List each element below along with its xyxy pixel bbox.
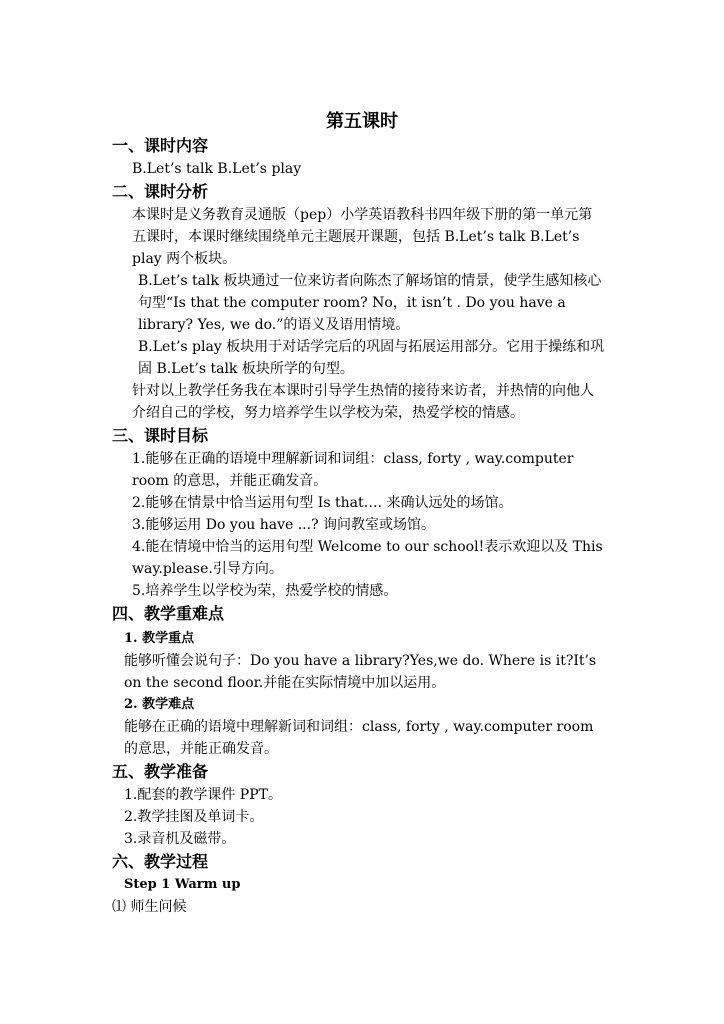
- step-heading: Step 1 Warm up: [124, 877, 241, 892]
- objective-item: 3.能够运用 Do you have ...? 询问教室或场馆。: [132, 517, 436, 533]
- difficulty-text: 能够在正确的语境中理解新词和词组：class, forty , way.computer room 的意思，并能正确发音。: [124, 719, 594, 757]
- section-heading-content: 一、课时内容: [112, 136, 209, 155]
- objective-item: 4.能在情境中恰当的运用句型 Welcome to our school!表示欢迎以及 This way.please.引导方向。: [132, 539, 603, 577]
- analysis-paragraph: B.Let’s play 板块用于对话学完后的巩固与拓展运用部分。它用于操练和巩固 B.Let’s talk 板块所学的句型。: [138, 339, 605, 377]
- key-point-text: 能够听懂会说句子：Do you have a library?Yes,we do. Where is it?It’s on the second floor.并能在实际情境中加以运用。: [124, 653, 597, 691]
- lesson-content-line: B.Let’s talk B.Let’s play: [132, 161, 302, 177]
- difficulty-subheading: 2. 教学难点: [124, 697, 195, 712]
- section-heading-preparation: 五、教学准备: [112, 762, 209, 781]
- section-heading-objectives: 三、课时目标: [112, 426, 209, 445]
- document-body: [112, 134, 606, 918]
- section-heading-analysis: 二、课时分析: [112, 182, 209, 201]
- preparation-item: 2.教学挂图及单词卡。: [124, 809, 264, 825]
- key-point-subheading: 1. 教学重点: [124, 631, 195, 646]
- page-title: 第五课时: [326, 111, 398, 132]
- preparation-item: 3.录音机及磁带。: [124, 831, 236, 847]
- analysis-paragraph: 本课时是义务教育灵通版（pep）小学英语教科书四年级下册的第一单元第五课时，本课时继续围绕单元主题展开课题，包括 B.Let’s talk B.Let’s play 两个板块。: [132, 207, 593, 267]
- objective-item: 2.能够在情景中恰当运用句型 Is that…. 来确认远处的场馆。: [132, 495, 513, 511]
- step-item: ⑴ 师生问候: [112, 899, 187, 915]
- objective-item: 5.培养学生以学校为荣，热爱学校的情感。: [132, 583, 398, 599]
- objective-item: 1.能够在正确的语境中理解新词和词组：class, forty , way.computer room 的意思，并能正确发音。: [132, 451, 574, 489]
- section-heading-key-points: 四、教学重难点: [112, 604, 225, 623]
- analysis-paragraph: 针对以上教学任务我在本课时引导学生热情的接待来访者，并热情的向他人介绍自己的学校，努力培养学生以学校为荣，热爱学校的情感。: [132, 383, 594, 421]
- section-heading-process: 六、教学过程: [112, 852, 209, 871]
- analysis-paragraph: B.Let’s talk 板块通过一位来访者向陈杰了解场馆的情景，使学生感知核心句型“Is that the computer room? No，it isn’t . Do you have a library? Yes, we do.”的语义及语用情境。: [138, 273, 602, 333]
- preparation-item: 1.配套的教学课件 PPT。: [124, 787, 282, 803]
